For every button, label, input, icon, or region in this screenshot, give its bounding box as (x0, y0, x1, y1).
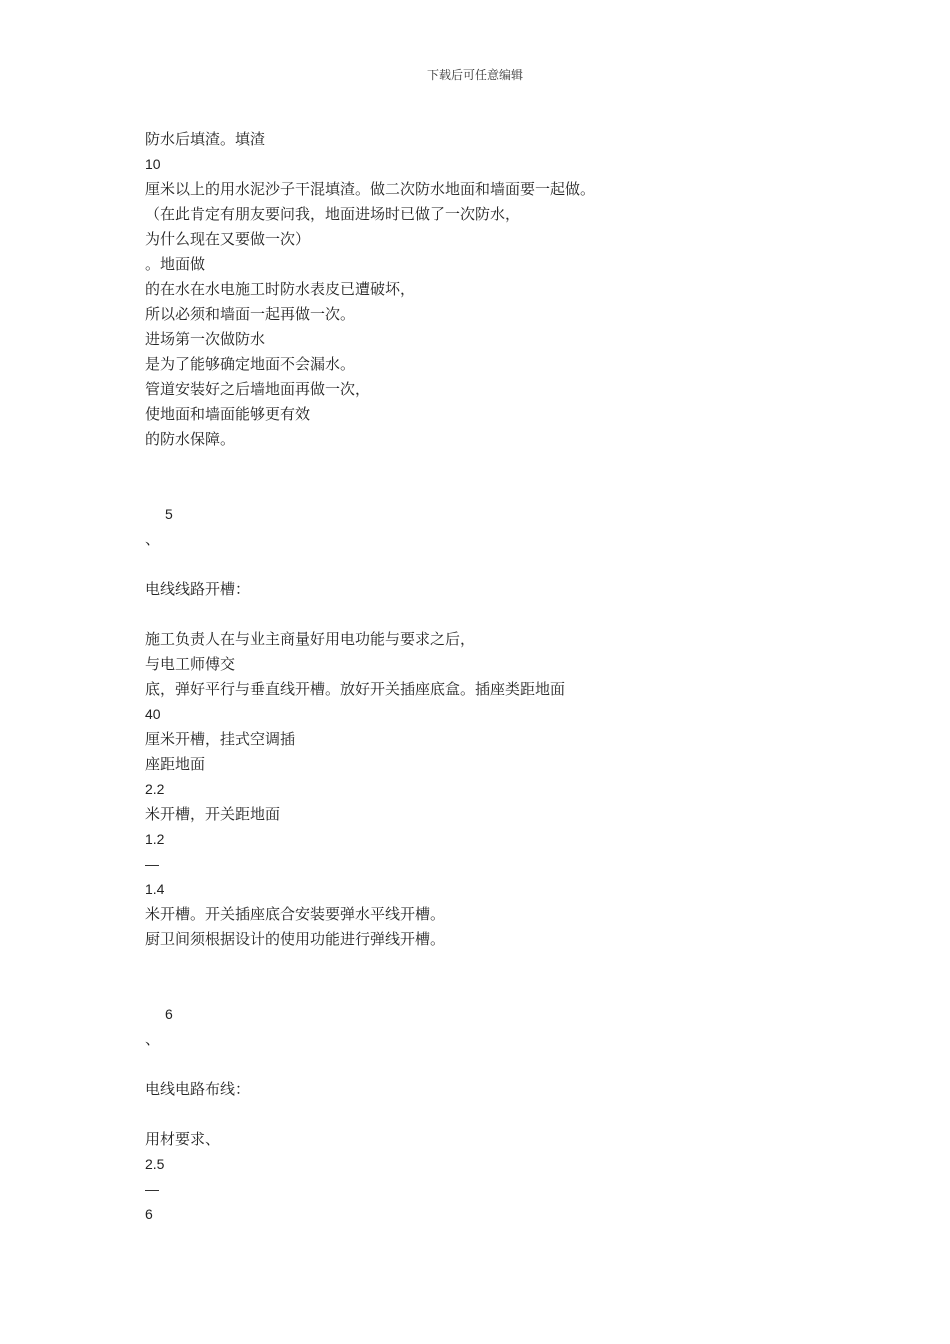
text-line: 厨卫间须根据设计的使用功能进行弹线开槽。 (145, 930, 446, 948)
text-line: 6 (145, 1206, 153, 1222)
text-line: 使地面和墙面能够更有效 (145, 405, 311, 423)
text-line: 防水后填渣。填渣 (145, 130, 266, 148)
text-line: 与电工师傅交 (145, 655, 236, 673)
text-line: 米开槽。开关插座底合安装要弹水平线开槽。 (145, 905, 446, 923)
text-line: 厘米开槽，挂式空调插 (145, 730, 296, 748)
text-line: 管道安装好之后墙地面再做一次， (145, 380, 371, 398)
blank-line (145, 1102, 845, 1127)
text-line: 电线线路开槽： (145, 580, 251, 598)
text-line: 为什么现在又要做一次） (145, 230, 311, 248)
text-line: 进场第一次做防水 (145, 330, 266, 348)
text-line: 底，弹好平行与垂直线开槽。放好开关插座底盒。插座类距地面 (145, 680, 566, 698)
blank-line (145, 452, 845, 477)
text-line: 是为了能够确定地面不会漏水。 (145, 355, 356, 373)
blank-line (145, 1052, 845, 1077)
text-line: 座距地面 (145, 755, 206, 773)
text-line: 2.5 (145, 1156, 165, 1172)
text-line: — (145, 856, 159, 872)
text-line: （在此肯定有朋友要问我，地面进场时已做了一次防水， (145, 205, 521, 223)
blank-line (145, 477, 845, 502)
text-line: 用材要求、 (145, 1130, 221, 1148)
text-line: 1.2 (145, 831, 165, 847)
text-line: 、 (145, 530, 161, 548)
text-line: 。地面做 (145, 255, 206, 273)
blank-line (145, 977, 845, 1002)
text-line: 所以必须和墙面一起再做一次。 (145, 305, 356, 323)
blank-line (145, 552, 845, 577)
text-line: 6 (165, 1006, 173, 1022)
text-line: 米开槽，开关距地面 (145, 805, 281, 823)
page-header: 下载后可任意编辑 (426, 68, 523, 82)
text-line: 40 (145, 706, 161, 722)
text-line: 的在水在水电施工时防水表皮已遭破坏， (145, 280, 416, 298)
text-line: 施工负责人在与业主商量好用电功能与要求之后， (145, 630, 476, 648)
text-line: 电线电路布线： (145, 1080, 251, 1098)
text-line: 1.4 (145, 881, 165, 897)
text-line: 、 (145, 1030, 161, 1048)
text-line: — (145, 1181, 159, 1197)
text-line: 10 (145, 156, 161, 172)
text-line: 的防水保障。 (145, 430, 236, 448)
blank-line (145, 602, 845, 627)
text-line: 5 (165, 506, 173, 522)
blank-line (145, 952, 845, 977)
text-line: 2.2 (145, 781, 165, 797)
document-body (145, 127, 845, 1227)
text-line: 厘米以上的用水泥沙子干混填渣。做二次防水地面和墙面要一起做。 (145, 180, 596, 198)
